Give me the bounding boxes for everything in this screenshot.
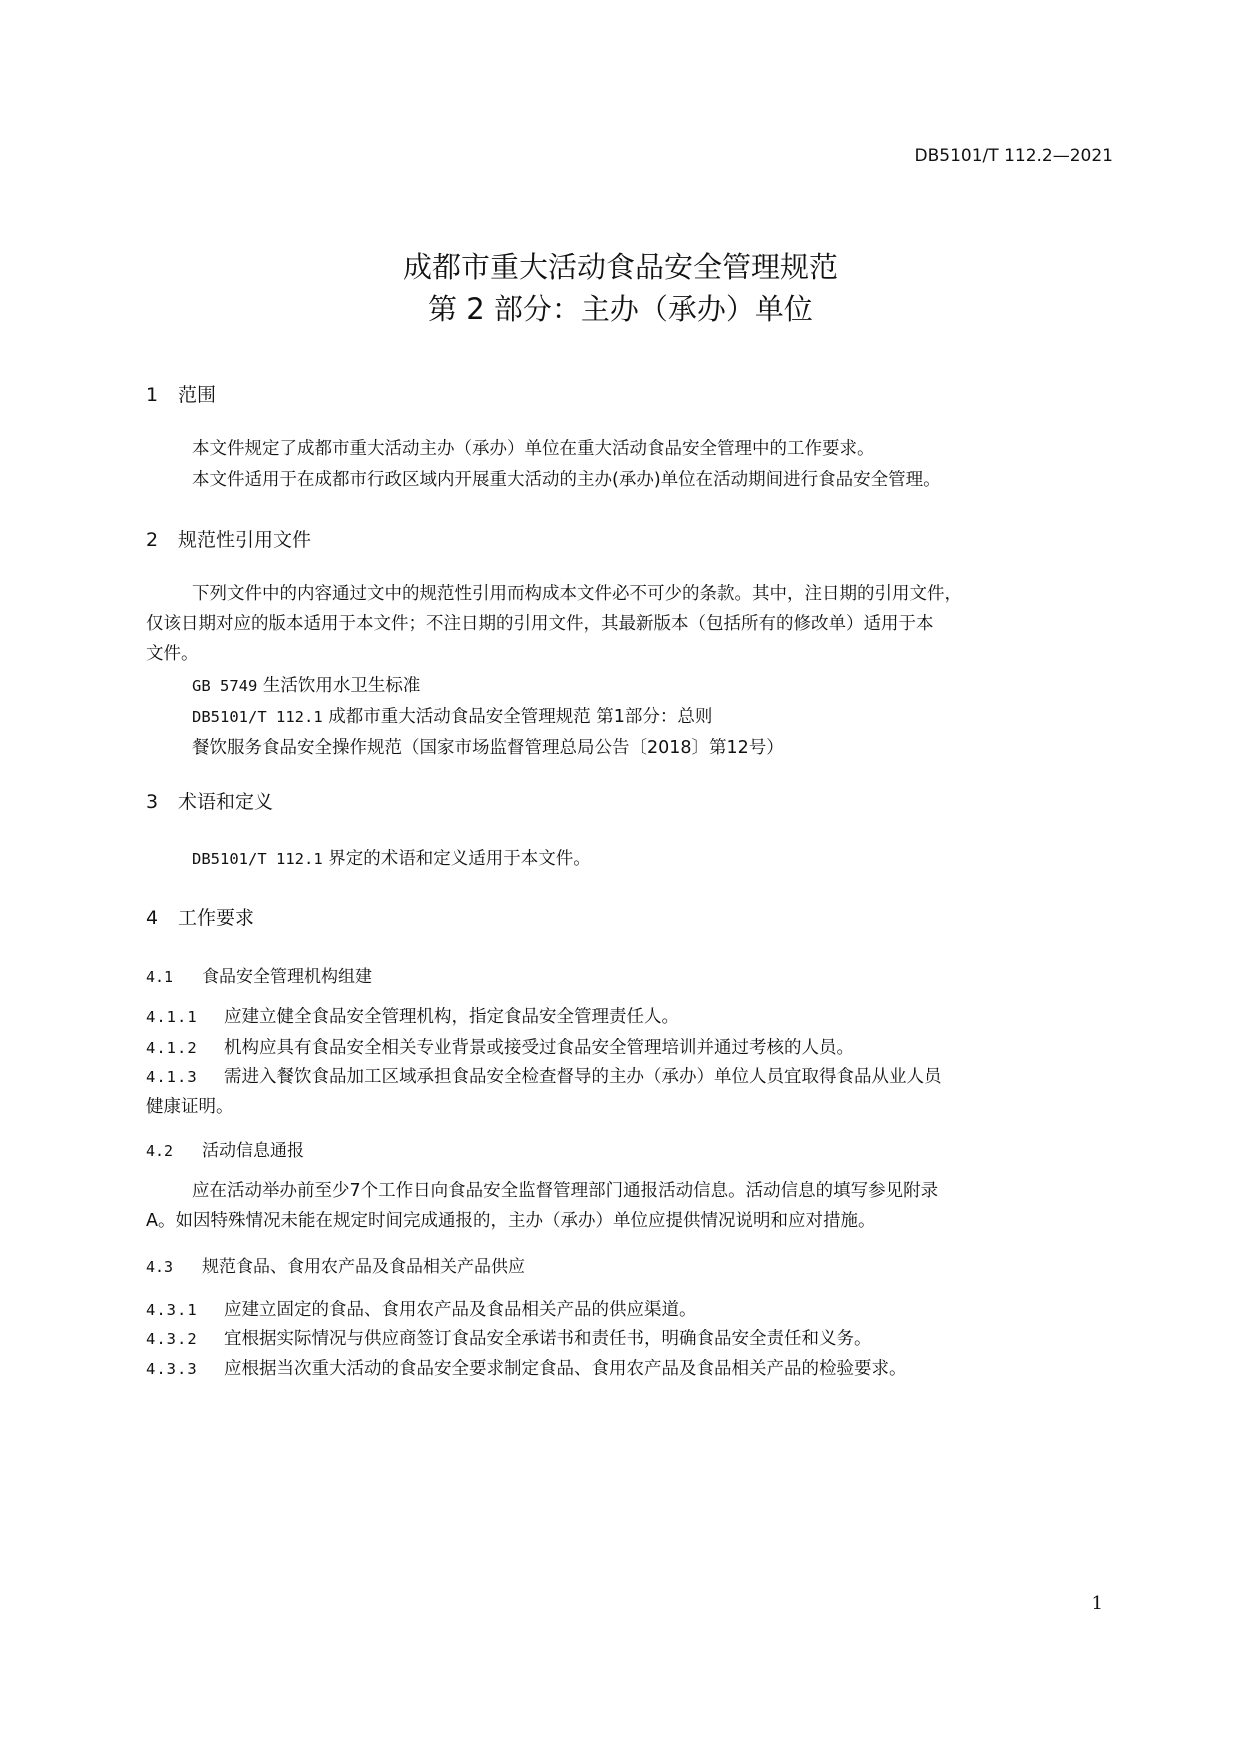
subsection-number: 4.3 xyxy=(146,1258,174,1276)
section-4-heading xyxy=(146,903,254,930)
reference-name: 生活饮用水卫生标准 xyxy=(262,676,421,696)
reference-name: 成都市重大活动食品安全管理规范 第1部分：总则 xyxy=(328,707,713,727)
section-2-intro-line-3: 文件。 xyxy=(146,644,199,664)
title-line-2: 第 2 部分：主办（承办）单位 xyxy=(428,292,813,326)
document-code: DB5101/T 112.2—2021 xyxy=(914,146,1113,166)
clause-text: 需进入餐饮食品加工区域承担食品安全检查督导的主办（承办）单位人员宜取得食品从业人员 xyxy=(224,1067,942,1087)
clause-number: 4.1.2 xyxy=(146,1039,198,1057)
clause-item xyxy=(146,1063,942,1088)
section-number: 4 xyxy=(146,907,159,929)
reference-item xyxy=(192,703,712,728)
clause-number: 4.1.1 xyxy=(146,1008,198,1026)
section-1-heading xyxy=(146,380,216,407)
section-title: 范围 xyxy=(178,384,217,406)
clause-item xyxy=(146,1034,854,1059)
subsection-4-2-line-2: A。如因特殊情况未能在规定时间完成通报的，主办（承办）单位应提供情况说明和应对措施。 xyxy=(146,1211,876,1231)
section-number: 3 xyxy=(146,791,159,813)
clause-item xyxy=(146,1325,872,1350)
section-1-paragraph-2: 本文件适用于在成都市行政区域内开展重大活动的主办(承办)单位在活动期间进行食品安全管理。 xyxy=(192,470,941,490)
section-title: 规范性引用文件 xyxy=(178,529,312,551)
reference-name: 餐饮服务食品安全操作规范（国家市场监督管理总局公告〔2018〕第12号） xyxy=(192,738,784,758)
clause-continuation: 健康证明。 xyxy=(146,1097,234,1117)
page-number: 1 xyxy=(1091,1593,1103,1614)
clause-number: 4.3.1 xyxy=(146,1301,198,1319)
clause-text: 宜根据实际情况与供应商签订食品安全承诺书和责任书，明确食品安全责任和义务。 xyxy=(224,1329,872,1349)
reference-item xyxy=(192,734,784,759)
section-number: 2 xyxy=(146,529,159,551)
clause-text: 机构应具有食品安全相关专业背景或接受过食品安全管理培训并通过考核的人员。 xyxy=(224,1038,854,1058)
definition-text: 界定的术语和定义适用于本文件。 xyxy=(328,849,591,869)
section-number: 1 xyxy=(146,384,159,406)
section-3-paragraph xyxy=(192,845,591,870)
subsection-4-3-heading xyxy=(146,1252,525,1277)
clause-item xyxy=(146,1003,679,1028)
section-3-heading xyxy=(146,787,273,814)
subsection-4-2-heading xyxy=(146,1136,304,1161)
section-2-intro-line-2: 仅该日期对应的版本适用于本文件；不注日期的引用文件，其最新版本（包括所有的修改单）适用于本 xyxy=(146,614,934,634)
clause-number: 4.3.2 xyxy=(146,1330,198,1348)
clause-number: 4.3.3 xyxy=(146,1360,198,1378)
clause-number: 4.1.3 xyxy=(146,1068,198,1086)
clause-item xyxy=(146,1355,907,1380)
title-line-1: 成都市重大活动食品安全管理规范 xyxy=(402,250,838,284)
subsection-4-1-heading xyxy=(146,962,372,987)
section-2-heading xyxy=(146,525,311,552)
section-2-intro-line-1: 下列文件中的内容通过文中的规范性引用而构成本文件必不可少的条款。其中，注日期的引用文件， xyxy=(192,584,962,604)
subsection-title: 食品安全管理机构组建 xyxy=(202,967,372,987)
reference-code: GB 5749 xyxy=(192,677,258,695)
reference-item xyxy=(192,672,420,697)
reference-code: DB5101/T 112.1 xyxy=(192,708,323,726)
clause-text: 应建立健全食品安全管理机构，指定食品安全管理责任人。 xyxy=(224,1007,679,1027)
subsection-number: 4.1 xyxy=(146,968,174,986)
reference-code: DB5101/T 112.1 xyxy=(192,850,323,868)
section-1-paragraph-1: 本文件规定了成都市重大活动主办（承办）单位在重大活动食品安全管理中的工作要求。 xyxy=(192,439,875,459)
subsection-title: 活动信息通报 xyxy=(202,1141,304,1161)
subsection-number: 4.2 xyxy=(146,1142,174,1160)
clause-item xyxy=(146,1296,697,1321)
subsection-title: 规范食品、食用农产品及食品相关产品供应 xyxy=(202,1257,525,1277)
section-title: 工作要求 xyxy=(178,907,255,929)
clause-text: 应根据当次重大活动的食品安全要求制定食品、食用农产品及食品相关产品的检验要求。 xyxy=(224,1359,907,1379)
subsection-4-2-line-1: 应在活动举办前至少7个工作日向食品安全监督管理部门通报活动信息。活动信息的填写参见附录 xyxy=(192,1181,939,1201)
clause-text: 应建立固定的食品、食用农产品及食品相关产品的供应渠道。 xyxy=(224,1300,697,1320)
section-title: 术语和定义 xyxy=(178,791,274,813)
